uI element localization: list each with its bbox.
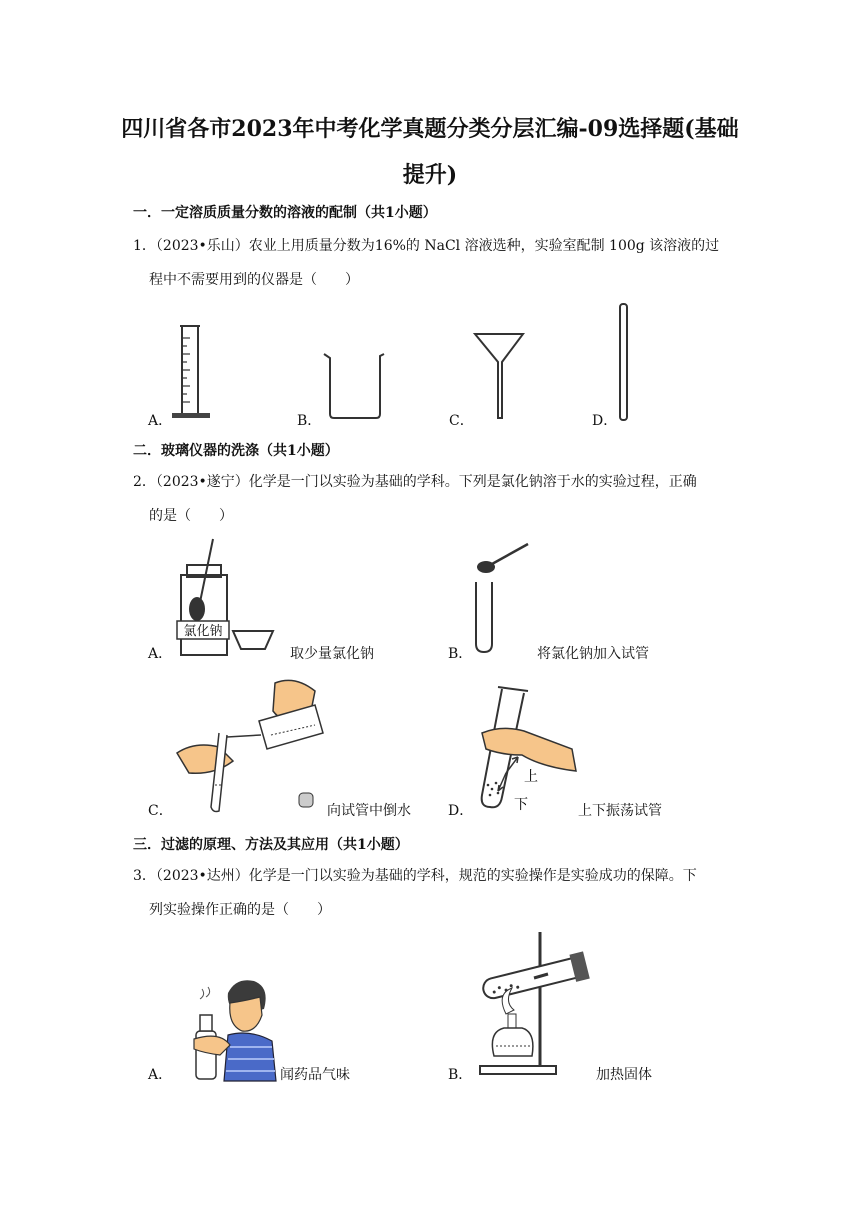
question-2-line1: 2．（2023•遂宁）化学是一门以实验为基础的学科。下列是氯化钠溶于水的实验过程，正确 <box>133 474 697 490</box>
smelling-reagent-icon <box>180 975 280 1085</box>
question-2-line2: 的是（ ） <box>149 508 233 524</box>
q3-option-b-label: B． <box>448 1067 473 1083</box>
beaker-icon <box>320 350 390 422</box>
reagent-jar-with-spoon-icon <box>173 537 283 659</box>
q2-option-d-caption: 上下振荡试管 <box>578 803 662 819</box>
q1-option-d-label: D． <box>592 413 618 429</box>
question-3-line1: 3．（2023•达州）化学是一门以实验为基础的学科，规范的实验操作是实验成功的保障。下 <box>133 868 697 884</box>
q3-option-a-caption: 闻药品气味 <box>280 1067 350 1083</box>
q3-option-b-caption: 加热固体 <box>596 1067 652 1083</box>
q2-option-b-label: B． <box>448 646 473 662</box>
section-heading-3: 三．过滤的原理、方法及其应用（共1小题） <box>133 837 409 853</box>
arrow-up-label: 上 <box>524 769 538 785</box>
question-1 <box>133 229 733 297</box>
q2-option-a-label: A． <box>148 646 173 662</box>
page-title-line1: 四川省各市2023年中考化学真题分类分层汇编-09选择题(基础 <box>121 116 739 142</box>
jar-label: 氯化钠 <box>183 624 223 639</box>
pouring-water-icon <box>175 675 335 815</box>
question-3-line2: 列实验操作正确的是（ ） <box>149 902 331 918</box>
q2-option-a-caption: 取少量氯化钠 <box>290 646 374 662</box>
q1-option-b-label: B． <box>297 413 322 429</box>
funnel-icon <box>473 330 529 422</box>
q1-option-c-label: C． <box>449 413 474 429</box>
page-title-line2: 提升) <box>402 162 458 188</box>
heating-solid-apparatus-icon <box>474 928 604 1078</box>
question-1-line2: 程中不需要用到的仪器是（ ） <box>149 272 359 288</box>
test-tube-with-spoon-icon <box>470 542 550 657</box>
q1-option-a-label: A． <box>148 413 173 429</box>
question-1-line1: 1．（2023•乐山）农业上用质量分数为16%的 NaCl 溶液选种，实验室配制 100g 该溶液的过 <box>133 238 720 254</box>
graduated-cylinder-icon <box>170 322 220 422</box>
section-heading-2: 二．玻璃仪器的洗涤（共1小题） <box>133 443 339 459</box>
section-heading-1: 一．一定溶质质量分数的溶液的配制（共1小题） <box>133 205 437 221</box>
q2-option-c-label: C． <box>148 803 173 819</box>
q3-option-a-label: A． <box>148 1067 173 1083</box>
q2-option-d-label: D． <box>448 803 474 819</box>
shaking-test-tube-icon <box>472 685 582 815</box>
question-2 <box>133 465 733 533</box>
q2-option-c-caption: 向试管中倒水 <box>327 803 411 819</box>
glass-rod-icon <box>616 302 632 422</box>
arrow-down-label: 下 <box>514 797 528 813</box>
question-3 <box>133 859 733 927</box>
q2-option-b-caption: 将氯化钠加入试管 <box>537 646 649 662</box>
